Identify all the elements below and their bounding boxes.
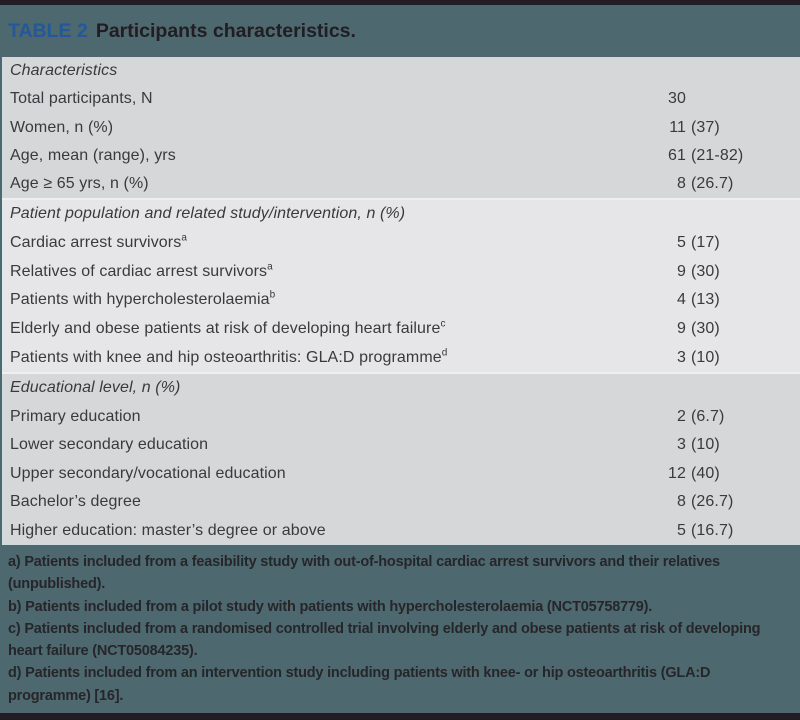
row-label: Primary education <box>10 407 141 425</box>
row-label: Bachelor’s degree <box>10 493 141 511</box>
row-label: Patients with knee and hip osteoarthritis: GLA:D programme$^d$ <box>10 347 448 366</box>
table-row <box>2 315 800 344</box>
table-row <box>2 170 800 198</box>
row-value: 5 (17) <box>677 234 720 251</box>
row-label: Relatives of cardiac arrest survivors$^a$ <box>10 261 273 280</box>
row-value: 2 (6.7) <box>677 407 725 425</box>
section-characteristics <box>2 57 800 198</box>
row-label: Age ≥ 65 yrs, n (%) <box>10 174 149 192</box>
footnote: d) Patients included from an intervention study including patients with knee- or hip osteoarthritis (GLA:D programme) [16]. <box>8 665 711 704</box>
row-value: 3 (10) <box>677 436 720 454</box>
row-value: 9 (30) <box>677 262 720 280</box>
table-header <box>0 5 800 57</box>
row-value: 5 (16.7) <box>677 521 734 539</box>
table-footnotes <box>0 545 800 707</box>
section-header: Characteristics <box>10 62 118 80</box>
table-body <box>2 57 800 545</box>
table-row <box>2 488 800 517</box>
table-row <box>2 517 800 546</box>
table-title: Participants characteristics. <box>95 19 356 42</box>
table-row <box>2 460 800 489</box>
section-educational-level <box>2 374 800 545</box>
table-row <box>2 403 800 432</box>
table-row <box>2 286 800 315</box>
table-row <box>2 229 800 258</box>
section-patient-population <box>2 200 800 372</box>
footnote: b) Patients included from a pilot study with patients with hypercholesterolaemia (NCT05758779). <box>8 598 653 615</box>
section-header-row <box>2 200 800 229</box>
table-number-label: TABLE 2 <box>8 19 88 42</box>
row-label: Higher education: master’s degree or above <box>10 521 326 539</box>
row-value: 12 (40) <box>668 464 720 482</box>
section-header-row <box>2 57 800 85</box>
bottom-border <box>0 713 800 720</box>
row-label: Upper secondary/vocational education <box>10 464 286 482</box>
row-value: 3 (10) <box>677 348 720 366</box>
row-value: 8 (26.7) <box>677 174 734 192</box>
section-header-row <box>2 374 800 403</box>
row-label: Elderly and obese patients at risk of developing heart failure$^c$ <box>10 318 446 338</box>
row-value: 61 (21-82) <box>668 146 744 164</box>
row-value: 4 (13) <box>677 291 720 309</box>
footnote: c) Patients included from a randomised controlled trial involving elderly and obese patients at risk of developing heart failure (NCT05084235). <box>8 620 761 660</box>
row-label: Patients with hypercholesterolaemia$^b$ <box>10 290 276 309</box>
table-row <box>2 431 800 460</box>
footnote: a) Patients included from a feasibility study with out-of-hospital cardiac arrest survivors and their relatives (unpublished). <box>8 554 720 593</box>
row-label: Age, mean (range), yrs <box>10 146 176 164</box>
section-header: Educational level, n (%) <box>10 379 181 397</box>
row-label: Women, n (%) <box>10 118 114 136</box>
row-value: 9 (30) <box>677 320 720 338</box>
table-row <box>2 257 800 286</box>
row-label: Lower secondary education <box>10 436 209 454</box>
table-row <box>2 343 800 372</box>
table-row <box>2 142 800 170</box>
row-label: Total participants, N <box>10 90 153 108</box>
table-row <box>2 113 800 141</box>
row-label: Cardiac arrest survivors$^a$ <box>10 232 188 251</box>
row-value: 11 (37) <box>669 118 720 136</box>
section-header: Patient population and related study/intervention, n (%) <box>10 205 406 223</box>
row-value: 8 (26.7) <box>677 493 734 511</box>
table-row <box>2 85 800 113</box>
row-value: 30 <box>668 90 686 108</box>
